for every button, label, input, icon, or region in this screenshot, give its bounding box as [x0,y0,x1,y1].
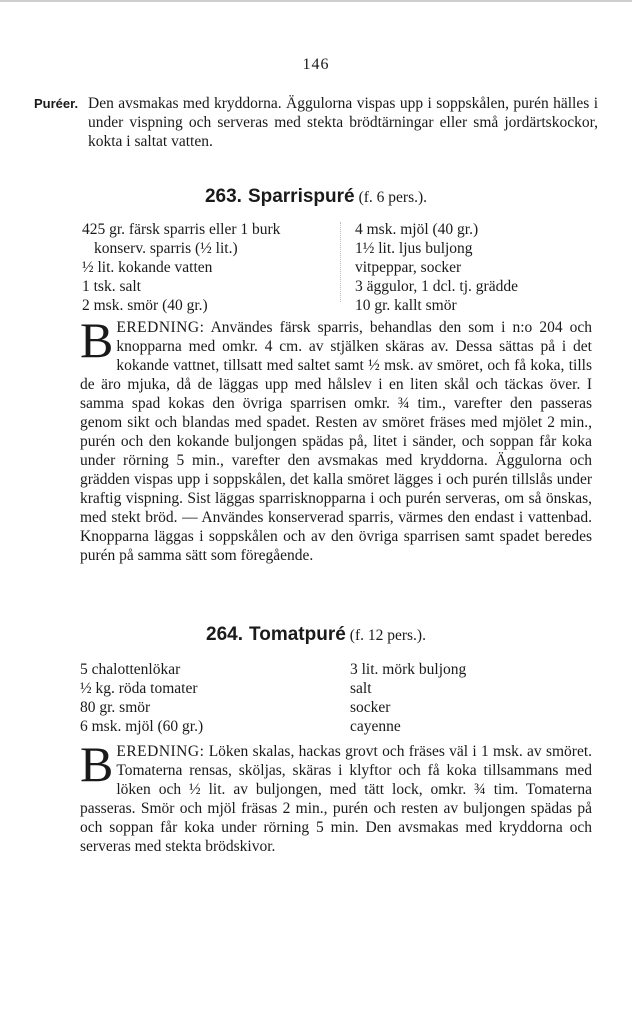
ingredient: 3 lit. mörk buljong [350,661,467,678]
ingredient: socker [350,699,391,716]
recipe-number: 263. [204,186,242,207]
recipe-264-title [0,624,632,646]
recipe-servings: (f. 6 pers.). [358,189,428,206]
recipe-263-title [0,186,632,208]
ingredient: salt [350,680,372,697]
ingredient: vitpeppar, socker [355,259,462,276]
ingredient: konserv. sparris (½ lit.) [94,240,238,257]
page-number: 146 [302,56,330,73]
recipe-263-preparation [80,312,592,565]
recipe-263-ingredients-left [82,220,280,315]
recipe-name: Sparrispuré [247,186,355,207]
ingredient: 4 msk. mjöl (40 gr.) [355,221,479,238]
ingredient: 10 gr. kallt smör [355,297,457,314]
ingredient: 1 tsk. salt [82,278,141,295]
recipe-servings: (f. 12 pers.). [349,627,426,644]
drop-cap: B [80,312,114,368]
intro-paragraph [88,94,598,151]
recipe-264-preparation [80,736,593,856]
ingredient: 2 msk. smör (40 gr.) [82,297,208,314]
page-top-edge [0,0,632,2]
preparation-text: Löken skalas, hackas grovt och fräses väl i 1 msk. av smöret. Tomaterna rensas, sköljas, skäras i klyftor och få koka tillsammans med löken och ½ lit. av buljongen, med tätt lock, omkr. ¾ tim. Tomaterna passeras. Smör och mjöl fräsas 2 min., purén och resten av buljongen spädas på och soppan får koka under rörning 5 min. Den avsmakas med kryddorna och serveras med stekta brödskivor. [80,743,593,855]
ingredient: 80 gr. smör [80,699,151,716]
recipe-name: Tomatpuré [249,624,346,645]
recipe-264-ingredients-left [80,660,203,736]
drop-cap: B [80,736,114,792]
ingredient: ½ lit. kokande vatten [82,259,213,276]
ingredient: cayenne [350,718,401,735]
preparation-lead: EREDNING: [116,743,205,760]
preparation-lead: EREDNING: [116,319,205,336]
ingredient: ½ kg. röda tomater [80,680,198,697]
ingredient: 425 gr. färsk sparris eller 1 burk [82,221,281,238]
recipe-263-ingredients-right [355,220,518,315]
ingredient: 1½ lit. ljus buljong [355,240,473,257]
intro-text: Den avsmakas med kryddorna. Äggulorna vispas upp i soppskålen, purén hälles i under vispning och serveras med stekta brödtärningar eller små jordärtskockor, kokta i saltat vatten. [88,95,598,150]
column-separator [340,222,341,302]
ingredient: 6 msk. mjöl (60 gr.) [80,718,204,735]
ingredient: 5 chalottenlökar [80,661,181,678]
preparation-text: Användes färsk sparris, behandlas den som i n:o 204 och knopparna med omkr. 4 cm. av stjälken skäras av. Dessa sättas på i det kokande vattnet, tillsatt med saltet samt ½ msk. av smöret, och få koka, tills de äro mjuka, då de läggas upp med hålslev i en liten skål och täckas över. I samma spad kokas den övriga sparrisen omkr. ¾ tim., varefter den passeras genom sikt och blandas med spadet. Resten av smöret fräses med mjölet 2 min., purén och den kokande buljongen spädas på, litet i sänder, och soppan får koka under rörning 5 min., varefter den avsmakas med kryddorna. Äggulorna och grädden vispas upp i soppskålen, det kalla smöret lägges i och purén tillslås under kraftig vispning. Sist läggas sparrisknopparna i och purén serveras, om så önskas, med stekt bröd. — Användes konserverad sparris, värmes den endast i vattenbad. Knopparna läggas i soppskålen och av den övriga sparrisen samt spadet beredes purén på samma sätt som föregående. [80,319,592,564]
ingredient: 3 äggulor, 1 dcl. tj. grädde [355,278,518,295]
recipe-number: 264. [206,624,244,645]
recipe-264-ingredients-right [350,660,466,736]
margin-note: Puréer. [34,96,79,111]
